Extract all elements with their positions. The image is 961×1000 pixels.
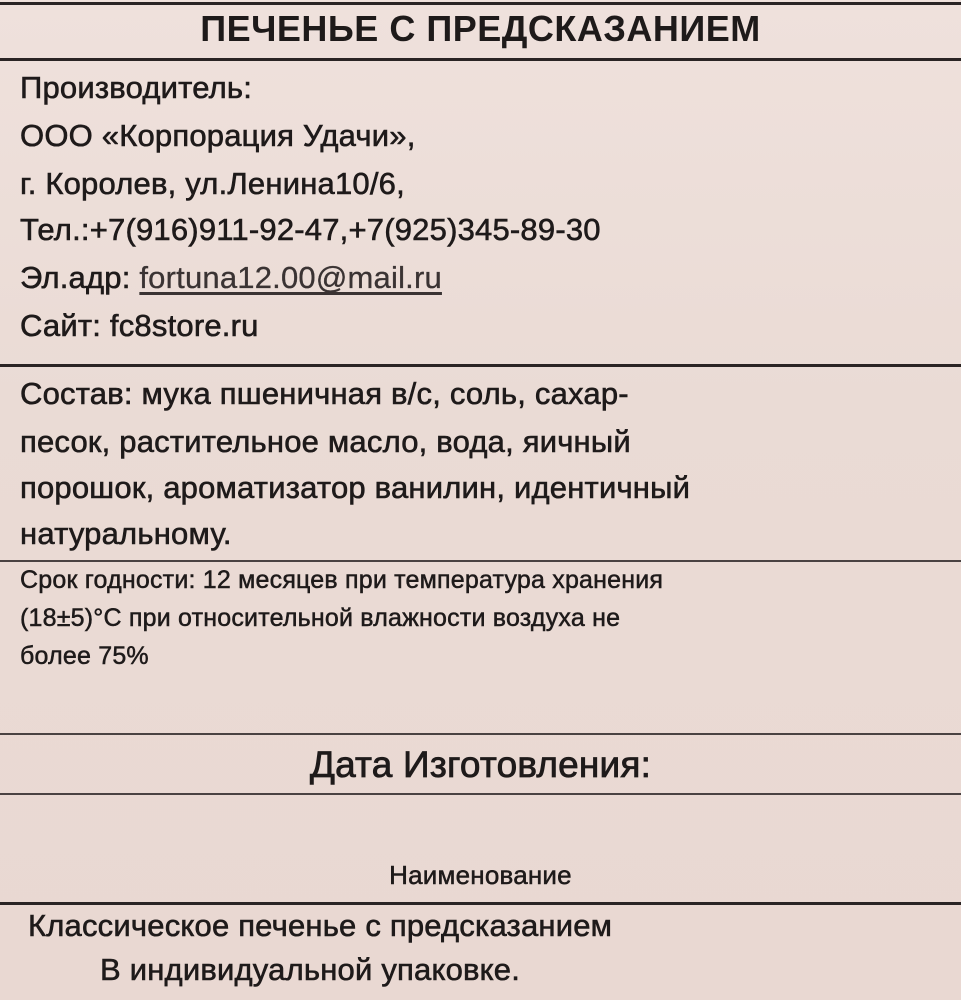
composition-line-1: Состав: мука пшеничная в/с, соль, сахар-: [20, 376, 629, 411]
email-link[interactable]: fortuna12.00@mail.ru: [139, 260, 442, 295]
shelf-life-line-3: более 75%: [20, 642, 149, 670]
composition-line-3: порошок, ароматизатор ванилин, идентичный: [20, 470, 691, 505]
shelf-life-line-2: (18±5)°С при относительной влажности воздуха не: [20, 604, 621, 632]
manufacturer-site: Сайт: fc8store.ru: [20, 308, 259, 343]
product-name-line-2: В индивидуальной упаковке.: [100, 952, 521, 987]
label-title: ПЕЧЕНЬЕ С ПРЕДСКАЗАНИЕМ: [200, 8, 761, 49]
date-divider: [0, 793, 961, 795]
production-date-label: Дата Изготовления:: [309, 744, 652, 785]
manufacturer-company: ООО «Корпорация Удачи»,: [20, 118, 416, 153]
name-header: Наименование: [389, 860, 572, 890]
top-rule: [0, 2, 961, 5]
composition-line-4: натуральному.: [20, 516, 232, 551]
shelf-life-divider: [0, 733, 961, 735]
composition-divider: [0, 560, 961, 562]
manufacturer-phones: Тел.:+7(916)911-92-47,+7(925)345-89-30: [20, 212, 601, 247]
product-name-line-1: Классическое печенье с предсказанием: [28, 908, 613, 943]
manufacturer-email-line: [20, 260, 442, 296]
shelf-life-line-1: Срок годности: 12 месяцев при температура хранения: [20, 566, 664, 594]
manufacturer-heading: Производитель:: [20, 70, 253, 105]
email-label: Эл.адр:: [20, 260, 140, 295]
manufacturer-address: г. Королев, ул.Ленина10/6,: [20, 166, 405, 201]
title-divider: [0, 58, 961, 61]
name-divider: [0, 902, 961, 905]
manufacturer-divider: [0, 364, 961, 367]
composition-line-2: песок, растительное масло, вода, яичный: [20, 424, 631, 459]
